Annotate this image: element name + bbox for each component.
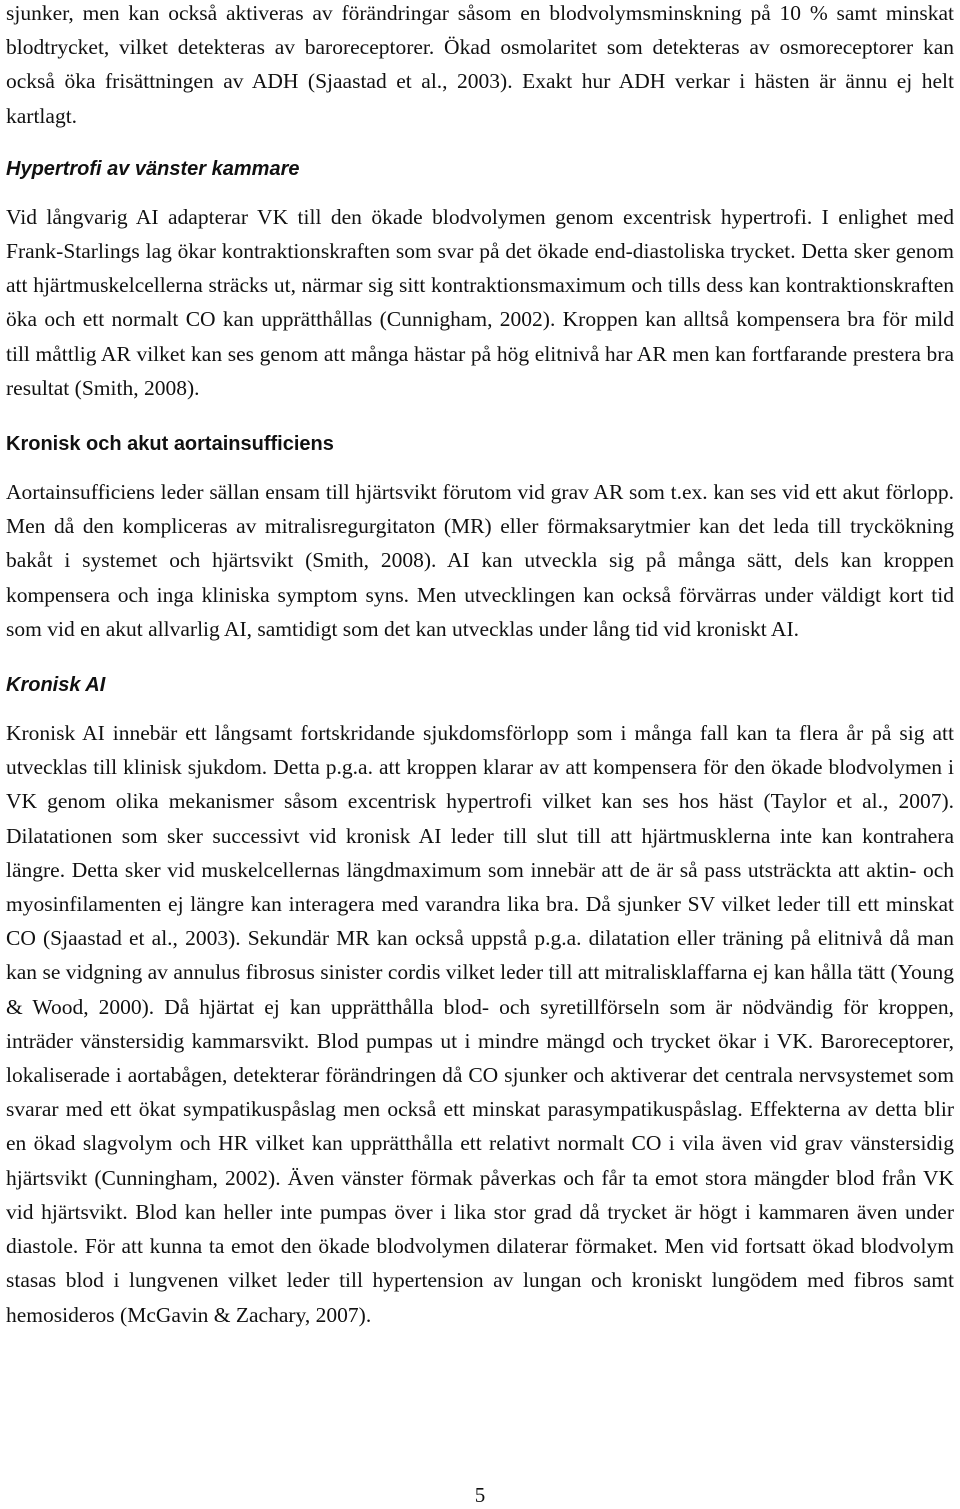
document-page — [6, 0, 954, 1332]
paragraph-kronisk-ai: Kronisk AI innebär ett långsamt fortskridande sjukdomsförlopp som i många fall kan ta flera år på sig att utvecklas till klinisk sjukdom. Detta p.g.a. att kroppen klarar av att kompensera för den ökade blodvolymen i VK genom olika mekanismer såsom excentrisk hypertrofi vilket kan ses hos häst (Taylor et al., 2007). Dilatationen som sker successivt vid kronisk AI leder till slut till att hjärtmusklerna inte kan kontrahera längre. Detta sker vid muskelcellernas längdmaximum som innebär att de är så pass utsträckta att aktin- och myosinfilamenten ej längre kan interagera med varandra lika bra. Då sjunker SV vilket leder till ett minskat CO (Sjaastad et al., 2003). Sekundär MR kan också uppstå p.g.a. dilatation eller träning på elitnivå då man kan se vidgning av annulus fibrosus sinister cordis vilket leder till att mitralisklaffarna ej kan hålla tätt (Young & Wood, 2000). Då hjärtat ej kan upprätthålla blod- och syretillförseln som är nödvändig för kroppen, inträder vänstersidig kammarsvikt. Blod pumpas ut i mindre mängd och trycket ökar i VK. Baroreceptorer, lokaliserade i aortabågen, detekterar förändringen då CO sjunker och aktiverar det centrala nervsystemet som svarar med ett ökat sympatikuspåslag men också ett minskat parasympatikuspåslag. Effekterna av detta blir en ökad slagvolym och HR vilket kan upprätthålla ett relativt normalt CO i vila även vid grav vänstersidig hjärtsvikt (Cunningham, 2002). Även vänster förmak påverkas och får ta emot stora mängder blod från VK vid hjärtsvikt. Blod kan heller inte pumpas över i lika stor grad då trycket är högt i kammaren även under diastole. För att kunna ta emot den ökade blodvolymen dilaterar förmaket. Men vid fortsatt ökad blodvolym stasas blod i lungvenen vilket leder till hypertension av lungan och kroniskt lungödem med fibros samt hemosideros (McGavin & Zachary, 2007). — [6, 721, 954, 1327]
intro-paragraph: sjunker, men kan också aktiveras av förändringar såsom en blodvolymsminskning på 10 % samt minskat blodtrycket, vilket detekteras av baroreceptorer. Ökad osmolaritet som detekteras av osmoreceptorer kan också öka frisättningen av ADH (Sjaastad et al., 2003). Exakt hur ADH verkar i hästen är ännu ej helt kartlagt. — [6, 1, 954, 128]
paragraph-hypertrofi: Vid långvarig AI adapterar VK till den ökade blodvolymen genom excentrisk hypertrofi. I enlighet med Frank-Starlings lag ökar kontraktionskraften som svar på det ökade end-diastoliska trycket. Detta sker genom att hjärtmuskelcellerna sträcks ut, närmar sig sitt kontraktionsmaximum och tills dess kan kontraktionskraften öka och ett normalt CO kan upprätthållas (Cunnigham, 2002). Kroppen kan alltså kompensera bra för mild till måttlig AR vilket kan ses genom att många hästar på hög elitnivå har AR men kan fortfarande prestera bra resultat (Smith, 2008). — [6, 204, 954, 400]
heading-kronisk-ai: Kronisk AI — [6, 674, 106, 697]
paragraph-kronisk-och-akut: Aortainsufficiens leder sällan ensam till hjärtsvikt förutom vid grav AR som t.ex. kan ses vid ett akut förlopp. Men då den kompliceras av mitralisregurgitaton (MR) eller förmaksarytmier kan det leda till tryckökning bakåt i systemet och hjärtsvikt (Smith, 2008). AI kan utveckla sig på många sätt, dels kan kroppen kompensera och inga kliniska symptom syns. Men utvecklingen kan också förvärras under väldigt kort tid som vid en akut allvarlig AI, samtidigt som det kan utvecklas under lång tid vid kroniskt AI. — [6, 480, 954, 641]
heading-kronisk-och-akut: Kronisk och akut aortainsufficiens — [6, 433, 334, 456]
heading-hypertrofi: Hypertrofi av vänster kammare — [6, 157, 300, 180]
page-number: 5 — [474, 1483, 486, 1507]
